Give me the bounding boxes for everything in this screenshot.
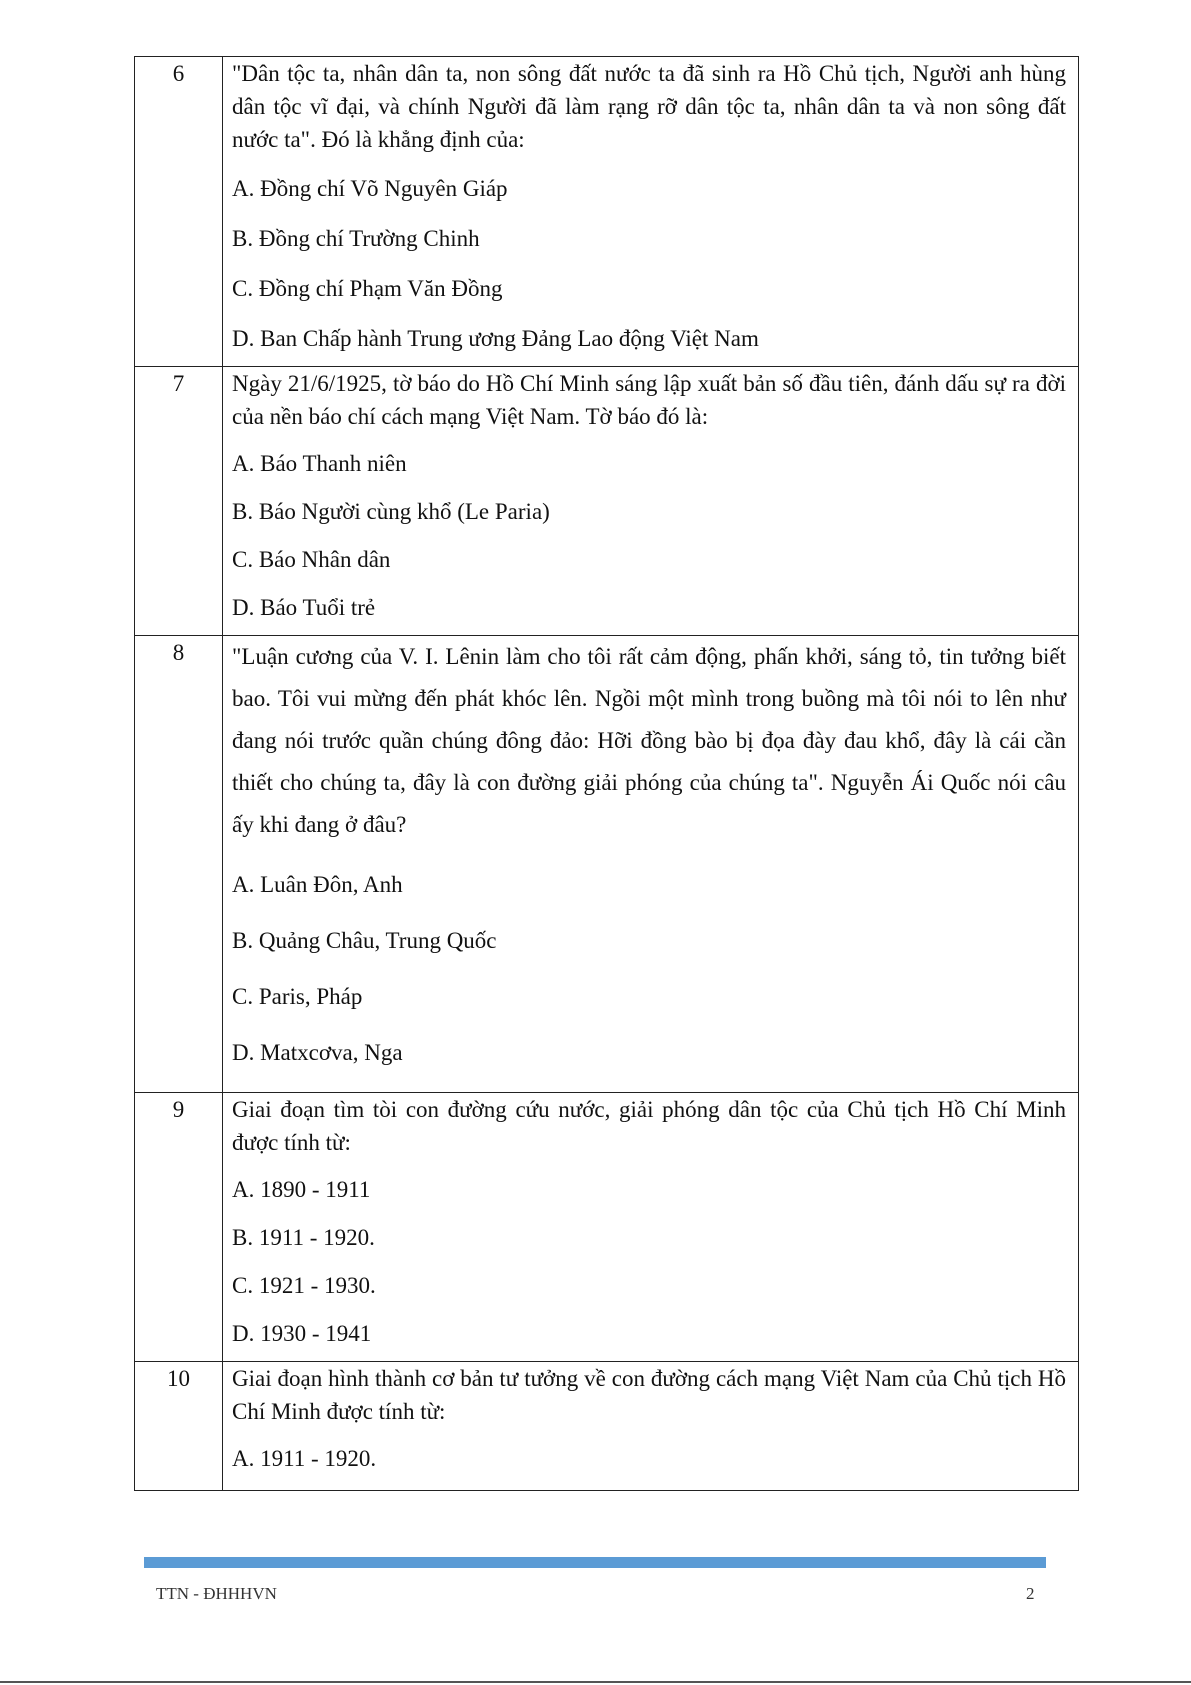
footer-divider-bar: [144, 1557, 1046, 1568]
question-stem: Giai đoạn tìm tòi con đường cứu nước, giải phóng dân tộc của Chủ tịch Hồ Chí Minh được tính từ:: [232, 1097, 1066, 1155]
question-number: 9: [135, 1093, 223, 1362]
question-number: 8: [135, 636, 223, 1093]
answer-option: D. 1930 - 1941: [232, 1321, 372, 1346]
question-body: [223, 1093, 1079, 1362]
question-row: [135, 1362, 1079, 1491]
question-stem: "Dân tộc ta, nhân dân ta, non sông đất nước ta đã sinh ra Hồ Chủ tịch, Người anh hùng dân tộc vĩ đại, và chính Người đã làm rạng rỡ dân tộc ta, nhân dân ta và non sông đất nước ta". Đó là khẳng định của:: [232, 61, 1066, 152]
footer-label: TTN - ĐHHHVN: [156, 1584, 277, 1603]
answer-option: D. Matxcơva, Nga: [232, 1040, 403, 1065]
question-table: [134, 56, 1079, 1491]
question-number: 6: [135, 57, 223, 367]
answer-option: C. 1921 - 1930.: [232, 1273, 376, 1298]
question-body: [223, 1362, 1079, 1491]
question-stem: Giai đoạn hình thành cơ bản tư tưởng về con đường cách mạng Việt Nam của Chủ tịch Hồ Chí Minh được tính từ:: [232, 1366, 1066, 1424]
answer-option: C. Đồng chí Phạm Văn Đồng: [232, 276, 503, 301]
answer-option: A. Báo Thanh niên: [232, 451, 407, 476]
answer-option: B. Quảng Châu, Trung Quốc: [232, 928, 497, 953]
question-stem: "Luận cương của V. I. Lênin làm cho tôi rất cảm động, phấn khởi, sáng tỏ, tin tưởng biết bao. Tôi vui mừng đến phát khóc lên. Ngồi một mình trong buồng mà tôi nói to lên như đang nói trước quần chúng đông đảo: Hỡi đồng bào bị đọa đày đau khổ, đây là cái cần thiết cho chúng ta, đây là con đường giải phóng của chúng ta". Nguyễn Ái Quốc nói câu ấy khi đang ở đâu?: [232, 644, 1066, 837]
answer-option: B. 1911 - 1920.: [232, 1225, 375, 1250]
question-row: [135, 367, 1079, 636]
question-row: [135, 636, 1079, 1093]
answer-option: A. 1911 - 1920.: [232, 1446, 377, 1471]
answer-option: A. Đồng chí Võ Nguyên Giáp: [232, 176, 508, 201]
question-body: [223, 57, 1079, 367]
question-row: [135, 1093, 1079, 1362]
answer-option: C. Paris, Pháp: [232, 984, 363, 1009]
answer-option: B. Đồng chí Trường Chinh: [232, 226, 480, 251]
page-bottom-edge: [0, 1681, 1191, 1683]
answer-option: B. Báo Người cùng khổ (Le Paria): [232, 499, 550, 524]
answer-option: A. 1890 - 1911: [232, 1177, 371, 1202]
question-body: [223, 367, 1079, 636]
answer-option: A. Luân Đôn, Anh: [232, 872, 403, 897]
question-body: [223, 636, 1079, 1093]
answer-option: D. Ban Chấp hành Trung ương Đảng Lao động Việt Nam: [232, 326, 759, 351]
question-row: [135, 57, 1079, 367]
answer-option: D. Báo Tuổi trẻ: [232, 595, 376, 620]
question-number: 10: [135, 1362, 223, 1491]
question-number: 7: [135, 367, 223, 636]
page-number: 2: [1026, 1584, 1035, 1603]
question-stem: Ngày 21/6/1925, tờ báo do Hồ Chí Minh sáng lập xuất bản số đầu tiên, đánh dấu sự ra đời của nền báo chí cách mạng Việt Nam. Tờ báo đó là:: [232, 371, 1066, 429]
answer-option: C. Báo Nhân dân: [232, 547, 391, 572]
